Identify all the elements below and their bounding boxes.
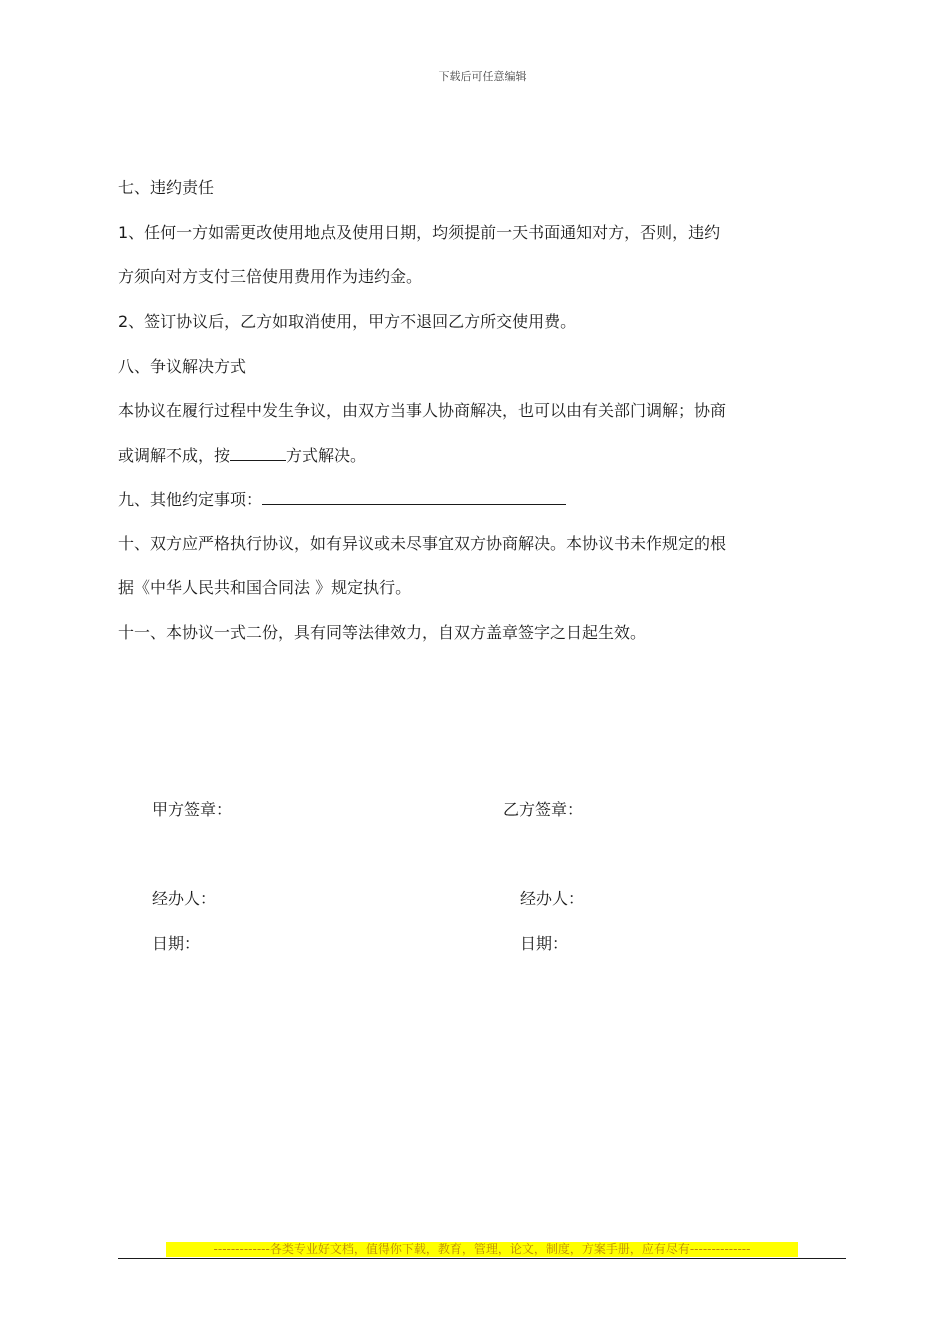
dispute-method-blank bbox=[230, 444, 286, 461]
party-a-date-label: 日期： bbox=[152, 934, 201, 953]
section-9-label: 九、其他约定事项： bbox=[118, 490, 263, 509]
footer-rule bbox=[118, 1258, 846, 1259]
party-b-seal-label: 乙方签章： bbox=[503, 800, 584, 819]
section-11: 十一、本协议一式二份，具有同等法律效力，自双方盖章签字之日起生效。 bbox=[118, 623, 647, 642]
party-b-agent-label: 经办人： bbox=[520, 889, 585, 908]
section-9 bbox=[118, 488, 566, 511]
dispute-line-2-after: 方式解决。 bbox=[286, 446, 367, 465]
party-a-seal-label: 甲方签章： bbox=[152, 800, 233, 819]
footer-banner: -------------各类专业好文档，值得你下载，教育，管理，论文，制度，方案手册，应有尽有-------------- bbox=[166, 1242, 798, 1257]
section-10-line-2: 据《中华人民共和国合同法 》规定执行。 bbox=[118, 578, 412, 597]
dispute-line-2 bbox=[118, 444, 366, 467]
section-10-line-1: 十、双方应严格执行协议，如有异议或未尽事宜双方协商解决。本协议书未作规定的根 bbox=[118, 534, 727, 553]
party-a-agent-label: 经办人： bbox=[152, 889, 217, 908]
section-7-title: 七、违约责任 bbox=[118, 178, 215, 197]
section-8-title: 八、争议解决方式 bbox=[118, 357, 247, 376]
clause-2: 2、签订协议后，乙方如取消使用，甲方不退回乙方所交使用费。 bbox=[118, 312, 577, 331]
clause-1-line-1: 1、任何一方如需更改使用地点及使用日期，均须提前一天书面通知对方，否则，违约 bbox=[118, 223, 721, 242]
other-terms-blank bbox=[262, 488, 566, 505]
party-b-date-label: 日期： bbox=[520, 934, 569, 953]
dispute-line-2-before: 或调解不成，按 bbox=[118, 446, 231, 465]
header-note: 下载后可任意编辑 bbox=[438, 70, 527, 83]
dispute-line-1: 本协议在履行过程中发生争议，由双方当事人协商解决，也可以由有关部门调解；协商 bbox=[118, 401, 727, 420]
clause-1-line-2: 方须向对方支付三倍使用费用作为违约金。 bbox=[118, 267, 423, 286]
